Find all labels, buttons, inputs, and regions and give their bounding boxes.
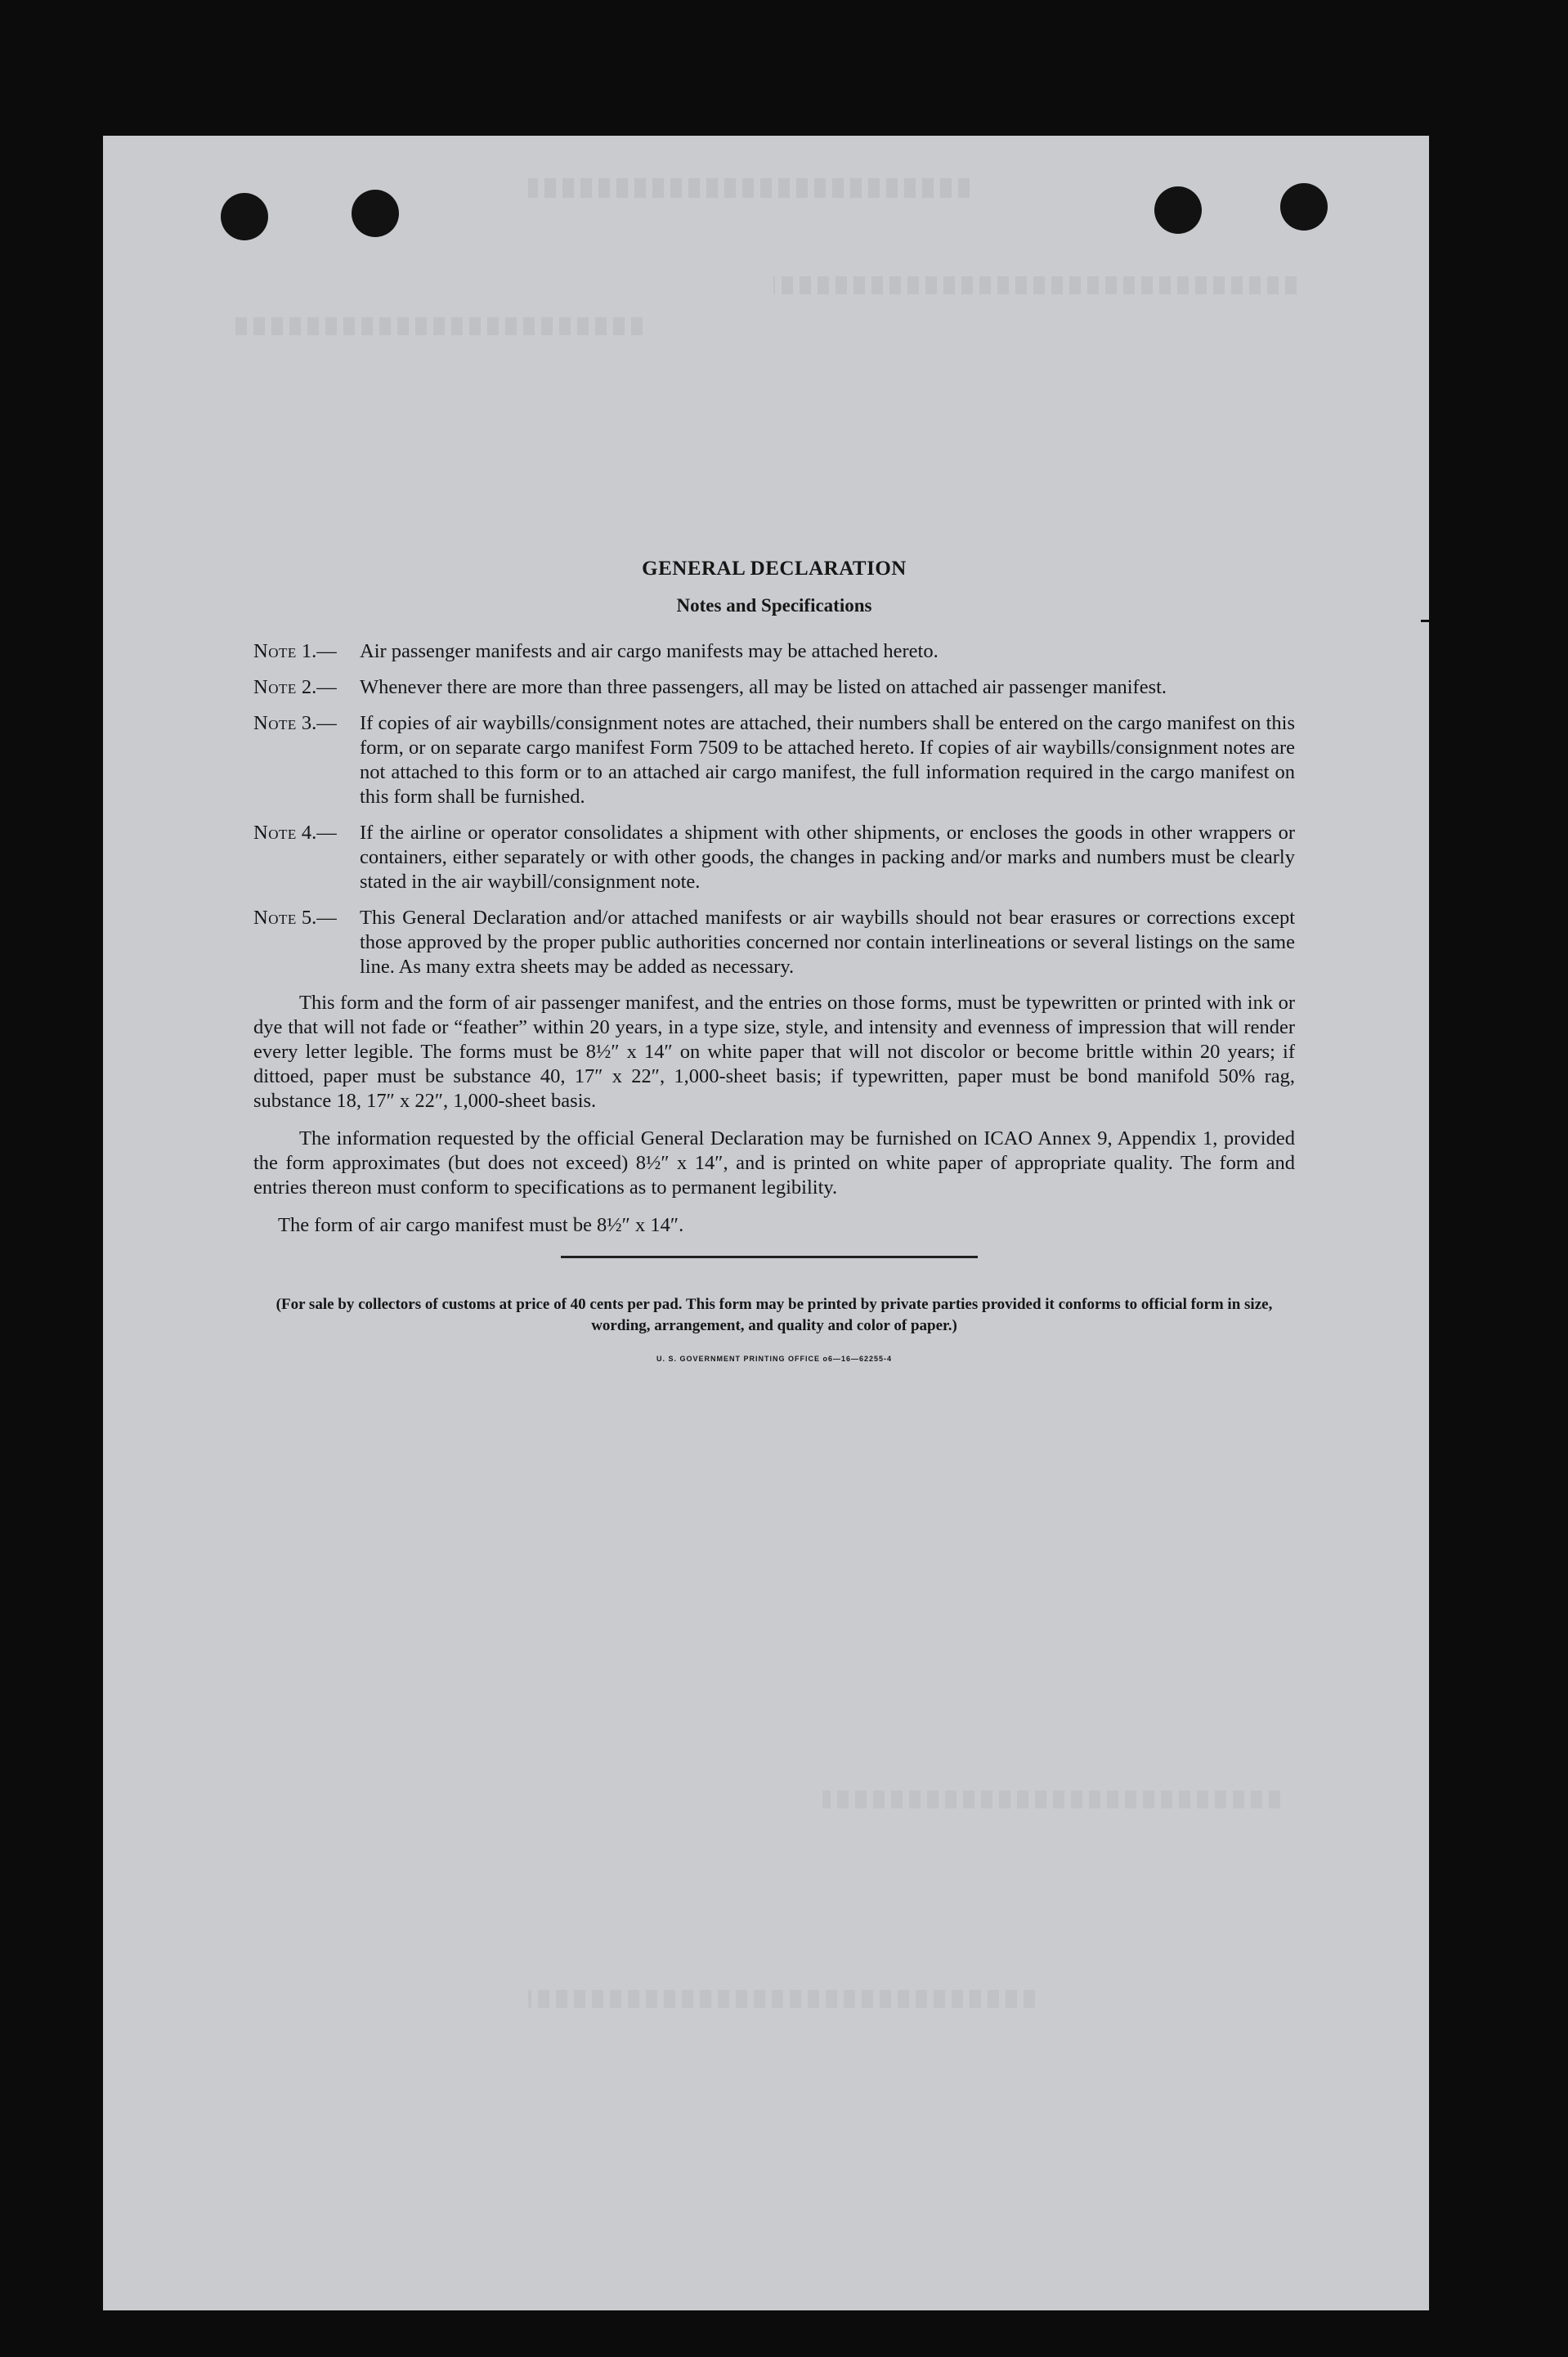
punch-hole — [221, 193, 268, 240]
note-label: Note 4.— — [253, 822, 337, 844]
note-label: Note 5.— — [253, 907, 337, 929]
punch-hole — [1280, 183, 1328, 231]
notes-and-specifications — [253, 558, 1295, 1363]
printer-line: U. S. GOVERNMENT PRINTING OFFICE o6—16—62255-4 — [656, 1355, 893, 1363]
note-text: This General Declaration and/or attached manifests or air waybills should not bear erasures or corrections except those approved by the proper public authorities concerned nor contain interlineations or several listings on the same line. As many extra sheets may be added as necessary. — [360, 907, 1295, 978]
note-2 — [253, 675, 1295, 700]
bleed-through-texture — [528, 1990, 1035, 2008]
note-5 — [253, 906, 1295, 979]
bleed-through-texture — [234, 317, 643, 335]
note-text: Whenever there are more than three passengers, all may be listed on attached air passenger manifest. — [360, 676, 1167, 698]
note-1 — [253, 639, 1295, 664]
note-label: Note 1.— — [253, 640, 337, 662]
bleed-through-texture — [528, 178, 970, 198]
bleed-through-texture — [773, 276, 1297, 294]
page-subtitle: Notes and Specifications — [676, 595, 872, 616]
note-text: If the airline or operator consolidates a shipment with other shipments, or encloses the goods in other wrappers or containers, either separately or with other goods, the changes in packing and/or marks and numbers must be clearly stated in the air waybill/consignment note. — [360, 822, 1295, 893]
sale-notice: (For sale by collectors of customs at price of 40 cents per pad. This form may be printed by private parties provided it conforms to official form in size, wording, arrangement, and quality and color of paper.) — [276, 1296, 1273, 1334]
form-requirements-paragraph: This form and the form of air passenger manifest, and the entries on those forms, must be typewritten or printed with ink or dye that will not fade or “feather” within 20 years, in a type size, style, and intensity and evenness of impression that will render every letter legible. The forms must be 8½″ x 14″ on white paper that will not discolor or become brittle within 20 years; if dittoed, paper must be substance 40, 17″ x 22″, 1,000-sheet basis; if typewritten, paper must be bond manifold 50% rag, substance 18, 17″ x 22″, 1,000-sheet basis. — [253, 992, 1295, 1112]
note-label: Note 2.— — [253, 676, 337, 698]
punch-hole — [352, 190, 399, 237]
document-sheet — [103, 136, 1429, 2310]
bleed-through-texture — [822, 1790, 1280, 1808]
note-4 — [253, 821, 1295, 894]
note-label: Note 3.— — [253, 712, 337, 734]
edge-mark — [1421, 620, 1429, 622]
divider — [561, 1256, 978, 1258]
cargo-manifest-size-paragraph: The form of air cargo manifest must be 8½″ x 14″. — [278, 1214, 684, 1236]
icao-paragraph: The information requested by the official General Declaration may be furnished on ICAO Annex 9, Appendix 1, provided the form approximates (but does not exceed) 8½″ x 14″, and is printed on white paper of appropriate quality. The form and entries thereon must conform to specifications as to permanent legibility. — [253, 1127, 1295, 1199]
note-3 — [253, 711, 1295, 809]
page-title: GENERAL DECLARATION — [642, 558, 907, 580]
punch-hole — [1154, 186, 1202, 234]
note-text: Air passenger manifests and air cargo manifests may be attached hereto. — [360, 640, 939, 662]
note-text: If copies of air waybills/consignment notes are attached, their numbers shall be entered on the cargo manifest on this form, or on separate cargo manifest Form 7509 to be attached hereto. If copies of air waybills/consignment notes are not attached to this form or to an attached air cargo manifest, the full information required in the cargo manifest on this form shall be furnished. — [360, 712, 1295, 808]
